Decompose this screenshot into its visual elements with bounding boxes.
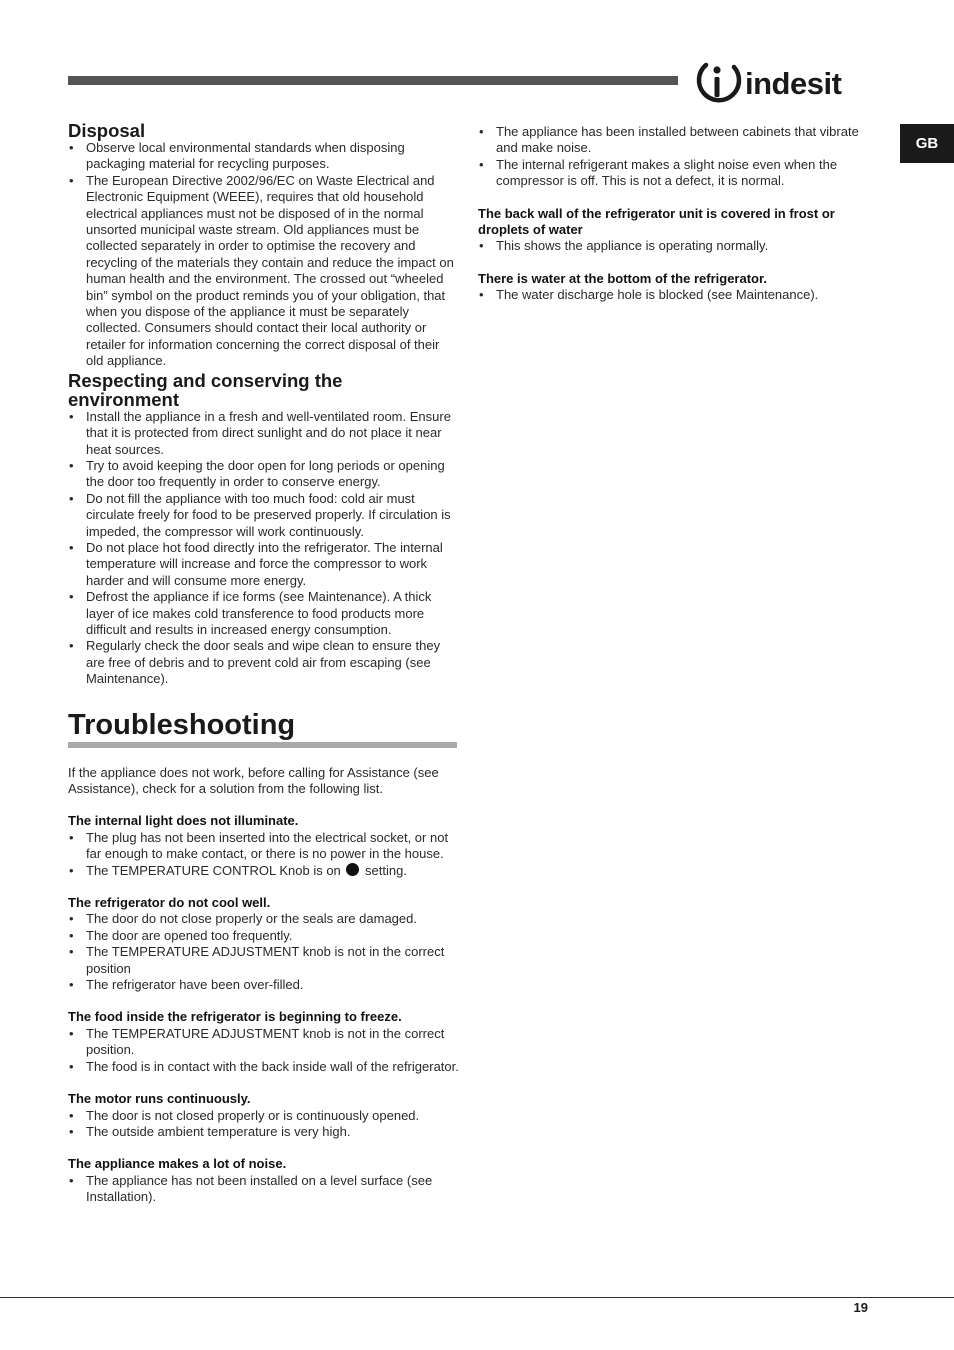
list-item: • This shows the appliance is operating normally. bbox=[478, 238, 864, 254]
environment-list bbox=[68, 409, 460, 688]
list-item: • Defrost the appliance if ice forms (see Maintenance). A thick layer of ice makes cold transference to food products more difficult and results in increased energy consumption. bbox=[68, 589, 460, 638]
footer-rule bbox=[0, 1297, 954, 1298]
list-item: • The appliance has been installed between cabinets that vibrate and make noise. bbox=[478, 124, 864, 157]
list-item: • Do not place hot food directly into the refrigerator. The internal temperature will increase and force the compressor to work harder and will consume more energy. bbox=[68, 540, 460, 589]
right-column bbox=[478, 124, 864, 304]
question-motor: The motor runs continuously. bbox=[68, 1091, 251, 1107]
list-item: • The door do not close properly or the seals are damaged. bbox=[68, 911, 460, 927]
list-item: • The refrigerator have been over-filled. bbox=[68, 977, 460, 993]
list-item: • The European Directive 2002/96/EC on Waste Electrical and Electronic Equipment (WEEE), requires that old household electrical appliances must not be disposed of in the normal unsorted municipal waste stream. Old appliances must be collected separately in order to optimise the recovery and recycling of the materials they contain and reduce the impact on human health and the environment. The crossed out “wheeled bin” symbol on the product reminds you of your obligation, that when you dispose of the appliance it must be separately collected. Consumers should contact their local authority or retailer for information concerning the correct disposal of their old appliance. bbox=[68, 173, 460, 370]
list-item: • The TEMPERATURE ADJUSTMENT knob is not in the correct position. bbox=[68, 1026, 460, 1059]
list-item: • The door are opened too frequently. bbox=[68, 928, 460, 944]
list-item: • The door is not closed properly or is continuously opened. bbox=[68, 1108, 460, 1124]
list-item: • The internal refrigerant makes a slight noise even when the compressor is off. This is not a defect, it is normal. bbox=[478, 157, 864, 190]
list-item: • The food is in contact with the back inside wall of the refrigerator. bbox=[68, 1059, 460, 1075]
list-item: • The outside ambient temperature is very high. bbox=[68, 1124, 460, 1140]
page-number: 19 bbox=[853, 1300, 868, 1315]
water-list bbox=[478, 287, 864, 303]
header-rule bbox=[68, 76, 678, 85]
question-freeze: The food inside the refrigerator is beginning to freeze. bbox=[68, 1009, 402, 1025]
question-light: The internal light does not illuminate. bbox=[68, 813, 299, 829]
list-item: • Do not fill the appliance with too much food: cold air must circulate freely for food to be preserved properly. If circulation is impeded, the compressor will work continuously. bbox=[68, 491, 460, 540]
list-item bbox=[68, 863, 460, 879]
question-cool: The refrigerator do not cool well. bbox=[68, 895, 271, 911]
list-item: • Observe local environmental standards when disposing packaging material for recycling purposes. bbox=[68, 140, 460, 173]
troubleshooting-title: Troubleshooting bbox=[68, 708, 457, 748]
noise-list-part2 bbox=[478, 124, 864, 190]
language-tab[interactable]: GB bbox=[900, 124, 954, 163]
list-item: • The appliance has not been installed on a level surface (see Installation). bbox=[68, 1173, 460, 1206]
left-column bbox=[68, 121, 460, 1206]
motor-list bbox=[68, 1108, 460, 1141]
filled-circle-icon bbox=[346, 863, 359, 876]
list-item: • The plug has not been inserted into the electrical socket, or not far enough to make contact, or there is no power in the house. bbox=[68, 830, 460, 863]
frost-list bbox=[478, 238, 864, 254]
question-water: There is water at the bottom of the refrigerator. bbox=[478, 270, 767, 286]
cool-list bbox=[68, 911, 460, 993]
list-item: • Try to avoid keeping the door open for long periods or opening the door too frequently in order to conserve energy. bbox=[68, 458, 460, 491]
question-noise: The appliance makes a lot of noise. bbox=[68, 1156, 287, 1172]
list-item: • The water discharge hole is blocked (see Maintenance). bbox=[478, 287, 864, 303]
noise-list-part1 bbox=[68, 1173, 460, 1206]
light-list bbox=[68, 830, 460, 879]
disposal-heading: Disposal bbox=[68, 120, 146, 141]
freeze-list bbox=[68, 1026, 460, 1075]
question-frost: The back wall of the refrigerator unit is covered in frost or droplets of water bbox=[478, 205, 835, 238]
environment-heading: Respecting and conserving the environment bbox=[68, 369, 343, 410]
list-item: • Regularly check the door seals and wipe clean to ensure they are free of debris and to prevent cold air from escaping (see Maintenance). bbox=[68, 638, 460, 687]
list-item: • The TEMPERATURE ADJUSTMENT knob is not in the correct position bbox=[68, 944, 460, 977]
list-item-text: The TEMPERATURE CONTROL Knob is on bbox=[86, 862, 345, 878]
indesit-logo bbox=[692, 57, 872, 107]
disposal-list bbox=[68, 140, 460, 370]
troubleshooting-intro: If the appliance does not work, before calling for Assistance (see Assistance), check for a solution from the following list. bbox=[68, 764, 439, 796]
logo-wordmark: indesit bbox=[745, 66, 842, 101]
list-item-text: setting. bbox=[361, 862, 407, 878]
list-item: • Install the appliance in a fresh and well-ventilated room. Ensure that it is protected from direct sunlight and do not place it near heat sources. bbox=[68, 409, 460, 458]
